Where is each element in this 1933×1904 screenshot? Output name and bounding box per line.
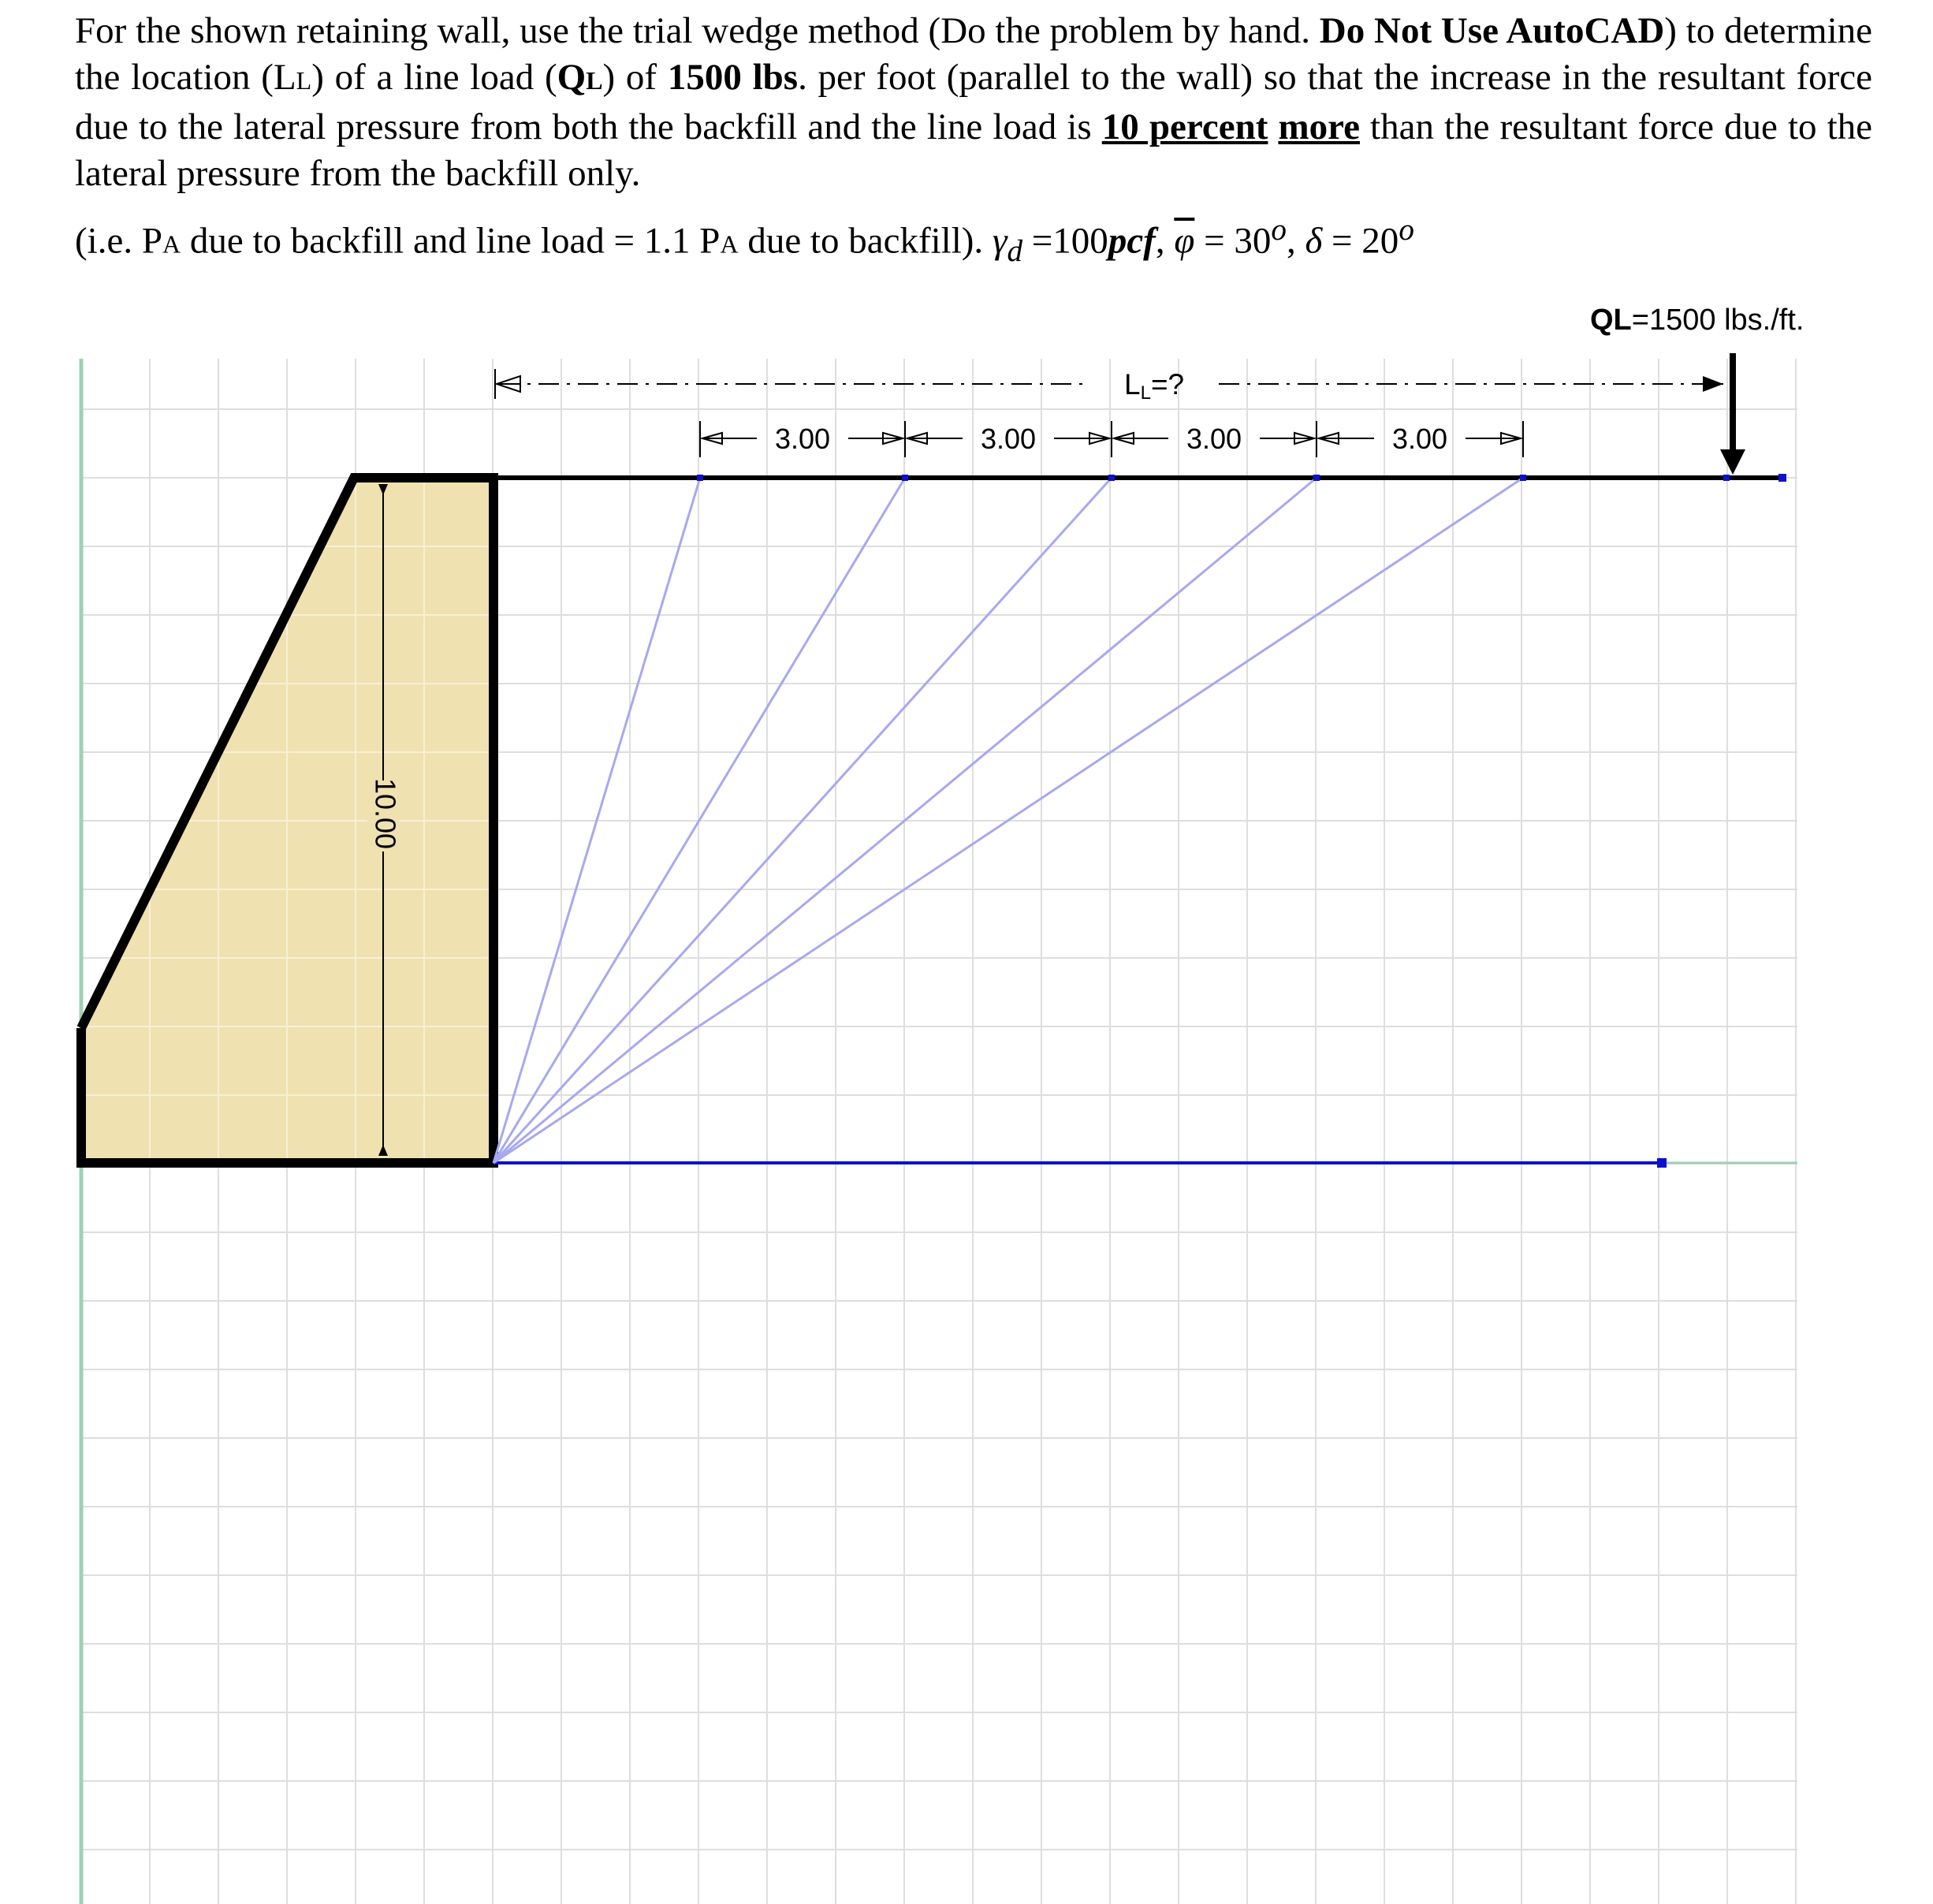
symbol-gamma: γ: [992, 220, 1007, 262]
text-run: = 20: [1322, 220, 1399, 262]
spacing-label: 3.00: [1186, 423, 1242, 455]
spacing-label: 3.00: [1391, 423, 1448, 455]
ll-arrow-right: [1703, 376, 1723, 392]
text-run: =100: [1022, 220, 1108, 262]
line-load-label-value: =1500 lbs./ft.: [1631, 304, 1805, 337]
line-load-label: [1590, 304, 1804, 337]
text-bold: 1500 lbs: [667, 57, 799, 98]
text-run: due to backfill and line load = 1.1 P: [181, 220, 721, 262]
text-bold: pcf: [1108, 220, 1156, 262]
text-run: ,: [1286, 220, 1305, 262]
text-bold: Do Not Use AutoCAD: [1319, 10, 1665, 51]
spacing-dimensions: [700, 421, 1523, 457]
text-bold: Q: [557, 57, 587, 98]
text-small: A: [720, 229, 739, 259]
endpoint-marker: [1657, 1158, 1667, 1168]
wedge-marker: [1313, 475, 1320, 481]
text-underlined: 10 percent: [1101, 106, 1268, 147]
spacing-label: 3.00: [980, 423, 1037, 455]
text-run: ) to determine the location (L: [75, 10, 1873, 98]
wedge-marker: [697, 475, 703, 481]
text-subscript: d: [1007, 234, 1023, 269]
symbol-phi: $\overline{\varphi}$: [1174, 220, 1195, 262]
text-run: than the resultant force due to the lateral pressure from the backfill only.: [75, 106, 1873, 194]
line-load-label-symbol: QL: [1590, 304, 1632, 337]
text-underlined: more: [1278, 106, 1360, 147]
wedge-marker: [1723, 475, 1730, 481]
spacing-label: 3.00: [774, 423, 831, 455]
endpoint-marker: [1778, 474, 1786, 482]
ll-label-subscript: L: [1140, 382, 1151, 404]
line-load-arrowhead: [1720, 449, 1745, 475]
text-small: L: [586, 66, 603, 95]
wall-height-label: 10.00: [369, 777, 402, 850]
text-run: due to backfill).: [738, 220, 993, 262]
text-run: ) of a line load (: [311, 57, 557, 98]
ll-label-rest: =?: [1150, 368, 1185, 401]
text-superscript: o: [1271, 213, 1287, 247]
text-superscript: o: [1399, 213, 1414, 247]
wedge-marker: [902, 475, 908, 481]
text-small: A: [162, 229, 181, 259]
text-run: . per foot (parallel to the wall) so that the increase in the resultant force due to the lateral pressure from both the backfill and the line load is: [75, 57, 1872, 147]
wedge-marker: [1108, 475, 1115, 481]
text-run: = 30: [1194, 220, 1272, 262]
ll-label-main: L: [1124, 368, 1141, 401]
symbol-delta: δ: [1305, 220, 1323, 262]
text-small: L: [296, 66, 312, 95]
text-run: ) of: [602, 57, 668, 98]
text-run: (i.e. P: [75, 220, 162, 262]
text-run: ,: [1155, 220, 1175, 262]
ll-label: [1124, 368, 1184, 404]
wedge-marker: [1520, 475, 1526, 481]
text-run: For the shown retaining wall, use the trial wedge method (Do the problem by hand.: [75, 10, 1320, 51]
